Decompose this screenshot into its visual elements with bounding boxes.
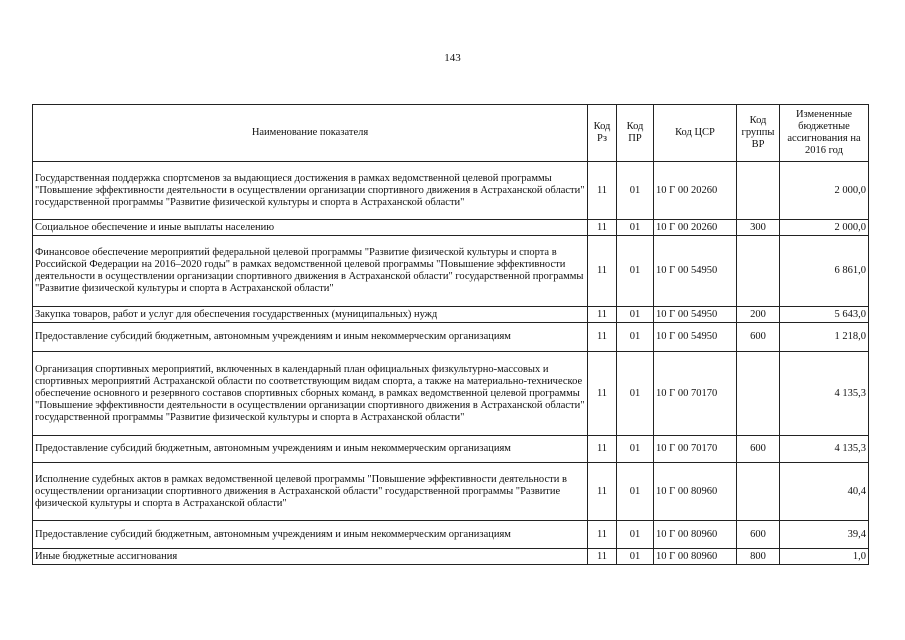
row-vr: 300 <box>737 220 780 236</box>
row-rz: 11 <box>588 236 617 307</box>
row-rz: 11 <box>588 307 617 323</box>
row-sum: 5 643,0 <box>780 307 869 323</box>
row-pr: 01 <box>617 162 654 220</box>
row-csr: 10 Г 00 70170 <box>654 436 737 463</box>
table-row <box>33 323 869 352</box>
row-pr: 01 <box>617 521 654 549</box>
row-pr: 01 <box>617 236 654 307</box>
row-pr: 01 <box>617 220 654 236</box>
row-rz: 11 <box>588 323 617 352</box>
row-csr: 10 Г 00 20260 <box>654 162 737 220</box>
row-name: Государственная поддержка спортсменов за выдающиеся достижения в рамках ведомственной целевой программы "Повышение эффективности деятельности в осуществлении организации спортивного движения в Астраханской области" государственной программы "Развитие физической культуры и спорта в Астраханской области" <box>33 162 588 220</box>
header-pr: Код ПР <box>617 105 654 162</box>
header-rz: Код Рз <box>588 105 617 162</box>
row-vr <box>737 352 780 436</box>
row-vr: 800 <box>737 549 780 565</box>
row-pr: 01 <box>617 307 654 323</box>
row-name: Иные бюджетные ассигнования <box>33 549 588 565</box>
row-csr: 10 Г 00 70170 <box>654 352 737 436</box>
table-row <box>33 307 869 323</box>
row-name: Предоставление субсидий бюджетным, автономным учреждениям и иным некоммерческим организациям <box>33 323 588 352</box>
header-vr: Код группы ВР <box>737 105 780 162</box>
row-vr: 600 <box>737 436 780 463</box>
row-pr: 01 <box>617 352 654 436</box>
row-sum: 1,0 <box>780 549 869 565</box>
row-pr: 01 <box>617 436 654 463</box>
row-csr: 10 Г 00 54950 <box>654 323 737 352</box>
row-csr: 10 Г 00 80960 <box>654 549 737 565</box>
row-sum: 4 135,3 <box>780 352 869 436</box>
row-sum: 4 135,3 <box>780 436 869 463</box>
row-name: Предоставление субсидий бюджетным, автономным учреждениям и иным некоммерческим организациям <box>33 521 588 549</box>
table-row <box>33 463 869 521</box>
table-row <box>33 521 869 549</box>
row-sum: 40,4 <box>780 463 869 521</box>
row-name: Социальное обеспечение и иные выплаты населению <box>33 220 588 236</box>
row-vr <box>737 236 780 307</box>
row-vr <box>737 162 780 220</box>
header-sum: Измененные бюджетные ассигнования на 2016 год <box>780 105 869 162</box>
row-vr: 600 <box>737 323 780 352</box>
row-rz: 11 <box>588 162 617 220</box>
row-name: Закупка товаров, работ и услуг для обеспечения государственных (муниципальных) нужд <box>33 307 588 323</box>
row-pr: 01 <box>617 463 654 521</box>
page-number: 143 <box>444 52 461 64</box>
row-vr: 200 <box>737 307 780 323</box>
row-rz: 11 <box>588 220 617 236</box>
table-row <box>33 236 869 307</box>
row-name: Финансовое обеспечение мероприятий федеральной целевой программы "Развитие физической культуры и спорта в Российской Федерации на 2016–2020 годы" в рамках ведомственной целевой программы "Повышение эффективности деятельности в осуществлении организации спортивного движения в Астраханской области" государственной программы "Развитие физической культуры и спорта в Астраханской области" <box>33 236 588 307</box>
row-sum: 2 000,0 <box>780 162 869 220</box>
row-rz: 11 <box>588 352 617 436</box>
row-pr: 01 <box>617 549 654 565</box>
row-rz: 11 <box>588 463 617 521</box>
row-csr: 10 Г 00 80960 <box>654 521 737 549</box>
row-csr: 10 Г 00 80960 <box>654 463 737 521</box>
table-row <box>33 220 869 236</box>
row-pr: 01 <box>617 323 654 352</box>
row-rz: 11 <box>588 436 617 463</box>
row-csr: 10 Г 00 20260 <box>654 220 737 236</box>
row-sum: 1 218,0 <box>780 323 869 352</box>
row-sum: 6 861,0 <box>780 236 869 307</box>
row-name: Исполнение судебных актов в рамках ведомственной целевой программы "Повышение эффективности деятельности в осуществлении организации спортивного движения в Астраханской области" государственной программы "Развитие физической культуры и спорта в Астраханской области" <box>33 463 588 521</box>
table-row <box>33 436 869 463</box>
header-name: Наименование показателя <box>33 105 588 162</box>
table-row <box>33 549 869 565</box>
header-csr: Код ЦСР <box>654 105 737 162</box>
row-name: Предоставление субсидий бюджетным, автономным учреждениям и иным некоммерческим организациям <box>33 436 588 463</box>
row-csr: 10 Г 00 54950 <box>654 236 737 307</box>
row-sum: 2 000,0 <box>780 220 869 236</box>
row-vr <box>737 463 780 521</box>
row-rz: 11 <box>588 521 617 549</box>
table-header-row <box>33 105 869 162</box>
row-name: Организация спортивных мероприятий, включенных в календарный план официальных физкультурно-массовых и спортивных мероприятий Астраханской области по соответствующим видам спорта, а также на материально-техническое обеспечение основного и резервного составов спортивных сборных команд, в рамках ведомственной целевой программы "Повышение эффективности деятельности в осуществлении организации спортивного движения в Астраханской области" государственной программы "Развитие физической культуры и спорта в Астраханской области" <box>33 352 588 436</box>
table-row <box>33 162 869 220</box>
budget-table <box>32 104 869 565</box>
table-row <box>33 352 869 436</box>
row-csr: 10 Г 00 54950 <box>654 307 737 323</box>
row-vr: 600 <box>737 521 780 549</box>
row-rz: 11 <box>588 549 617 565</box>
row-sum: 39,4 <box>780 521 869 549</box>
